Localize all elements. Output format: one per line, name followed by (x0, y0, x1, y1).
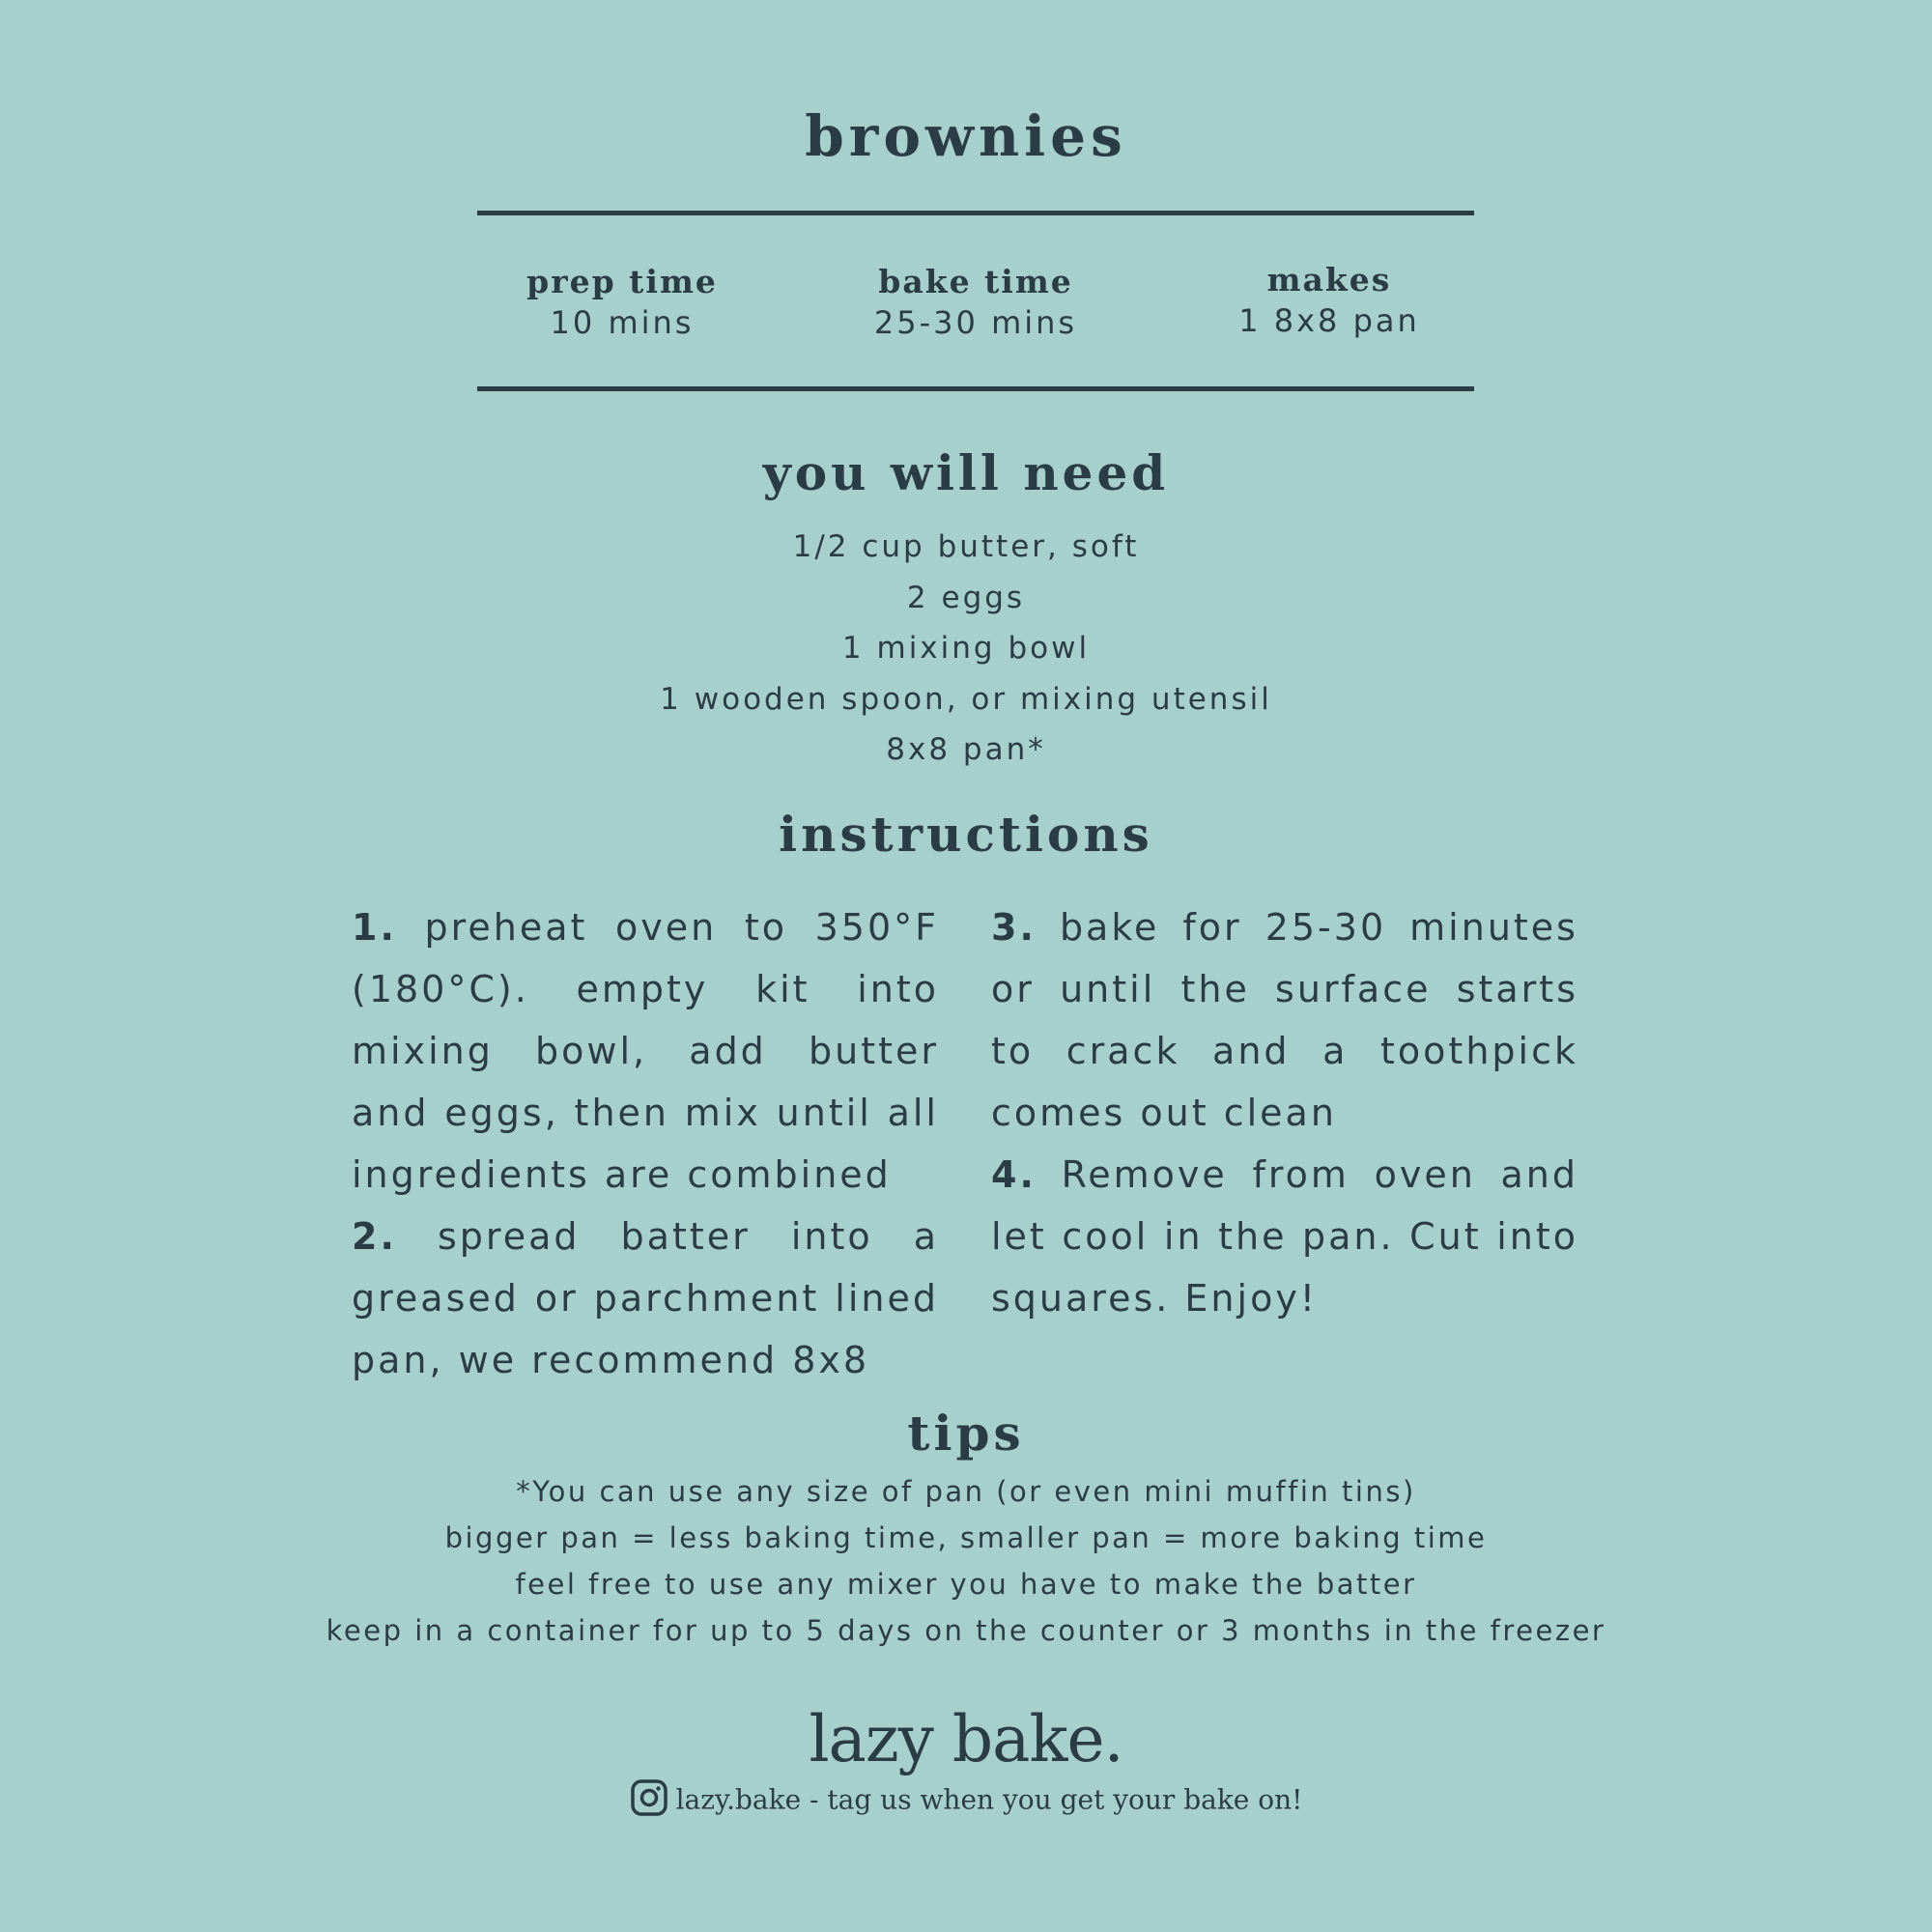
social-handle (0, 1777, 1932, 1822)
step-text: Remove from oven and let cool in the pan. Cut into squares. Enjoy! (991, 1153, 1578, 1320)
step-number: 4. (991, 1153, 1037, 1196)
ingredient-item: 8x8 pan* (886, 732, 1046, 767)
stat-bake-time (821, 261, 1130, 342)
instruction-step (352, 1206, 939, 1391)
ingredient-item: 1/2 cup butter, soft (792, 529, 1140, 564)
stat-value: 1 8x8 pan (1238, 302, 1420, 339)
instructions-column-right (991, 896, 1578, 1329)
tip-item: keep in a container for up to 5 days on the counter or 3 months in the freezer (326, 1614, 1606, 1647)
step-number: 2. (352, 1215, 397, 1258)
tip-item: bigger pan = less baking time, smaller pan = more baking time (444, 1521, 1488, 1554)
social-text: lazy.bake - tag us when you get your bake on! (675, 1783, 1303, 1816)
recipe-stats (477, 261, 1474, 357)
stat-prep-time (468, 261, 777, 342)
stat-value: 10 mins (550, 304, 695, 341)
step-number: 1. (352, 906, 397, 949)
step-text: spread batter into a greased or parchment lined pan, we recommend 8x8 (352, 1215, 939, 1381)
ingredient-item: 1 mixing bowl (841, 631, 1091, 666)
top-divider (477, 211, 1474, 215)
stat-makes (1175, 259, 1484, 340)
brand-logo: lazy bake. (809, 1702, 1123, 1776)
ingredients-list (0, 522, 1932, 776)
ingredient-item: 1 wooden spoon, or mixing utensil (660, 681, 1272, 717)
stat-label: prep time (526, 263, 718, 300)
instructions-heading: instructions (779, 806, 1153, 863)
stat-label: makes (1266, 261, 1392, 298)
ingredient-item: 2 eggs (906, 580, 1026, 615)
instagram-icon (630, 1778, 668, 1817)
bottom-divider (477, 386, 1474, 391)
instruction-step (991, 1144, 1578, 1329)
tip-item: *You can use any size of pan (or even mini muffin tins) (516, 1475, 1416, 1508)
instructions-column-left (352, 896, 939, 1391)
stat-label: bake time (878, 263, 1073, 300)
step-number: 3. (991, 906, 1037, 949)
step-text: preheat oven to 350°F (180°C). empty kit into mixing bowl, add butter and eggs, then mix until all ingredients are combined (352, 906, 939, 1196)
tips-list (0, 1468, 1932, 1654)
need-heading: you will need (762, 444, 1170, 501)
tips-heading: tips (907, 1405, 1025, 1462)
recipe-title: brownies (805, 103, 1127, 169)
instruction-step (352, 896, 939, 1206)
instruction-step (991, 896, 1578, 1144)
tip-item: feel free to use any mixer you have to make the batter (515, 1568, 1417, 1601)
stat-value: 25-30 mins (873, 304, 1078, 341)
step-text: bake for 25-30 minutes or until the surface starts to crack and a toothpick comes out clean (991, 906, 1578, 1134)
